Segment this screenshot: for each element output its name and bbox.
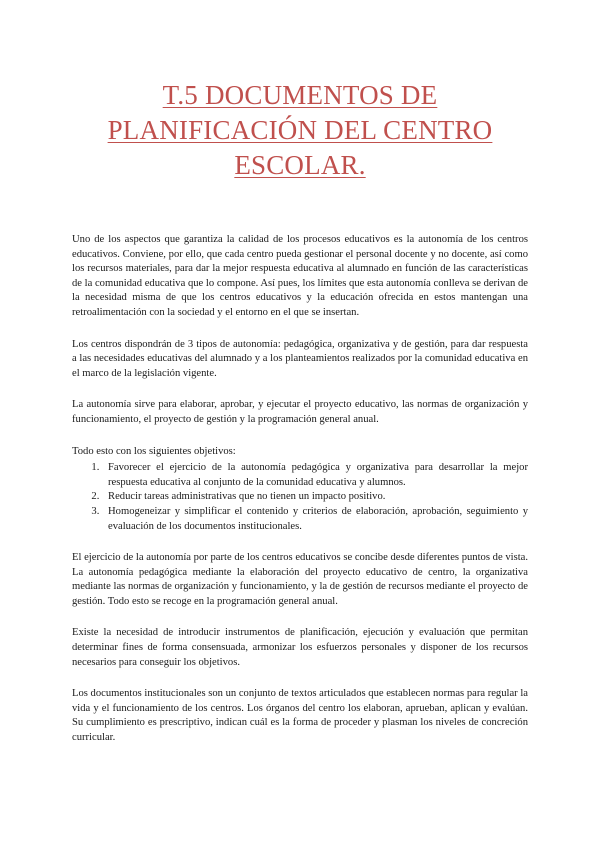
objective-item: 1. Favorecer el ejercicio de la autonomía pedagógica y organizativa para desarrollar la mejor respuesta educativa al conjunto de la comunidad educativa y alumnos.: [102, 461, 528, 490]
title-line-2: PLANIFICACIÓN DEL CENTRO: [107, 115, 493, 145]
title-line-3: ESCOLAR.: [234, 150, 366, 180]
paragraph-autonomy-types: Los centros dispondrán de 3 tipos de autonomía: pedagógica, organizativa y de gestión, para dar respuesta a las necesidades educativas del alumnado y a los planteamientos realizados por la comunidad educativa en el marco de la legislación vigente.: [72, 338, 528, 379]
paragraph-autonomy-exercise: El ejercicio de la autonomía por parte de los centros educativos se concibe desde diferentes puntos de vista. La autonomía pedagógica mediante la elaboración del proyecto educativo de centro, la organizativa mediante las normas de organización y funcionamiento, y la de gestión de recursos mediante el proyecto de gestión. Todo esto se recoge en la programación general anual.: [72, 552, 528, 607]
paragraph-institutional-documents: Los documentos institucionales son un conjunto de textos articulados que establecen normas para regular la vida y el funcionamiento de los centros. Los órganos del centro los elaboran, aprueban, aplican y evalúan. Su cumplimiento es prescriptivo, indican cuál es la forma de proceder y plasman los niveles de concreción curricular.: [72, 688, 528, 744]
objectives-intro: Todo esto con los siguientes objetivos:: [72, 445, 236, 457]
objective-item: 3. Homogeneizar y simplificar el contenido y criterios de elaboración, aprobación, seguimiento y evaluación de los documentos institucionales.: [102, 505, 528, 534]
paragraph-autonomy-intro: Uno de los aspectos que garantiza la calidad de los procesos educativos es la autonomía de los centros educativos. Conviene, por ello, que cada centro pueda gestionar el personal docente y no docente, así como los recursos materiales, para dar la mejor respuesta educativa al alumnado en función de las características de la comunidad educativa que lo compone. Así pues, los límites que esta autonomía conlleva se derivan de la necesidad misma de que los centros educativos y la educación ofrecida en estos mantengan una retroalimentación con la sociedad y el entorno en el que se insertan.: [72, 234, 528, 318]
title-line-1: T.5 DOCUMENTOS DE: [162, 80, 438, 110]
document-body: [72, 233, 528, 746]
document-title: [72, 0, 528, 183]
paragraph-planning-instruments: Existe la necesidad de introducir instrumentos de planificación, ejecución y evaluación que permitan determinar fines de forma consensuada, armonizar los esfuerzos personales y disponer de los recursos necesarios para conseguir los objetivos.: [72, 627, 528, 668]
paragraph-autonomy-purpose: La autonomía sirve para elaborar, aprobar, y ejecutar el proyecto educativo, las normas de organización y funcionamiento, el proyecto de gestión y la programación general anual.: [72, 399, 528, 425]
objective-item: 2. Reducir tareas administrativas que no tienen un impacto positivo.: [102, 490, 528, 505]
objectives-list: [72, 461, 528, 534]
